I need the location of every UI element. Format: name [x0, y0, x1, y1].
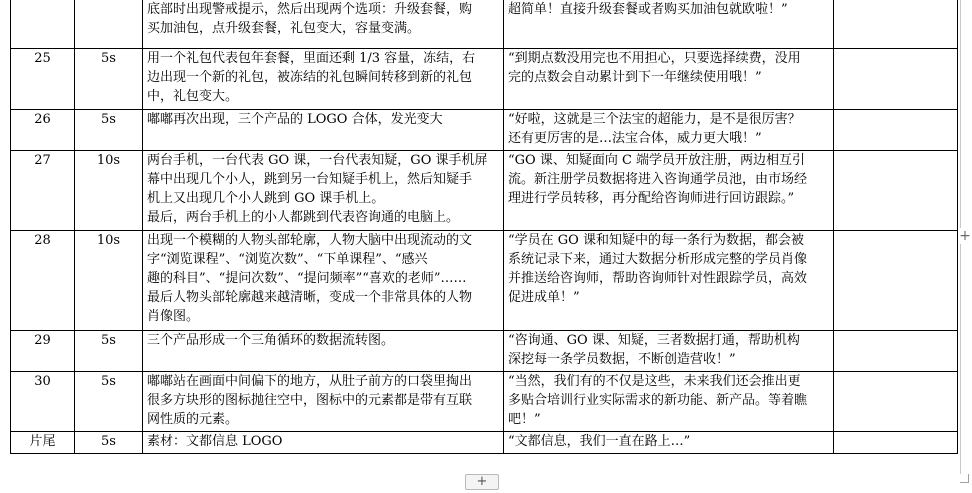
table-row: [11, 0, 958, 49]
visual-description-line: 幕中出现几个小人，跳到另一台知疑手机上，然后知疑手: [147, 172, 473, 187]
voiceover-cell[interactable]: [504, 372, 834, 432]
voiceover-line: 流。新注册学员数据将进入咨询通学员池，由市场经: [508, 172, 808, 187]
visual-description-line: 趣的科目”、“提问次数”、“提问频率”“喜欢的老师”……: [147, 271, 467, 286]
voiceover-line: “好啦，这就是三个法宝的超能力，是不是很厉害？: [508, 112, 801, 127]
shot-number-cell[interactable]: [11, 331, 75, 372]
shot-number: 片尾: [29, 434, 56, 449]
visual-description-cell[interactable]: [143, 49, 504, 110]
duration-cell[interactable]: [75, 231, 143, 331]
shot-number-cell[interactable]: [11, 432, 75, 454]
voiceover-cell[interactable]: [504, 49, 834, 110]
voiceover-line: “当然，我们有的不仅是这些，未来我们还会推出更: [508, 374, 801, 389]
voiceover-line: 完的点数会自动累计到下一年继续使用哦！”: [508, 70, 762, 85]
shot-number: 26: [34, 112, 51, 127]
visual-description-line: 边出现一个新的礼包，被冻结的礼包瞬间转移到新的礼包: [147, 70, 473, 85]
voiceover-line: 系统记录下来，通过大数据分析形成完整的学员肖像: [508, 252, 808, 267]
voiceover-line: 吧！”: [508, 412, 541, 427]
duration-cell[interactable]: [75, 151, 143, 231]
shot-number: 27: [34, 153, 51, 168]
table-resize-handle[interactable]: [960, 474, 969, 483]
shot-duration: 5s: [101, 112, 116, 127]
voiceover-cell[interactable]: [504, 331, 834, 372]
visual-description-line: 嘟嘟再次出现，三个产品的 LOGO 合体，发光变大: [147, 112, 443, 127]
visual-description-line: 机上又出现几个小人跳到 GO 课手机上。: [147, 191, 385, 206]
voiceover-line: “到期点数没用完也不用担心，只要选择续费，没用: [508, 51, 801, 66]
visual-description-line: 网性质的元素。: [147, 412, 239, 427]
notes-cell[interactable]: [834, 231, 958, 331]
table-row: [11, 432, 958, 454]
shot-number-cell[interactable]: [11, 0, 75, 49]
voiceover-line: “学员在 GO 课和知疑中的每一条行为数据，都会被: [508, 233, 804, 248]
visual-description-cell[interactable]: [143, 110, 504, 151]
duration-cell[interactable]: [75, 331, 143, 372]
shot-number-cell[interactable]: [11, 372, 75, 432]
notes-cell[interactable]: [834, 372, 958, 432]
shot-number-cell[interactable]: [11, 49, 75, 110]
visual-description-line: 出现一个模糊的人物头部轮廓，人物大脑中出现流动的文: [147, 233, 473, 248]
notes-cell[interactable]: [834, 110, 958, 151]
visual-description-cell[interactable]: [143, 231, 504, 331]
table-row: [11, 331, 958, 372]
voiceover-cell[interactable]: [504, 110, 834, 151]
shot-number-cell[interactable]: [11, 151, 75, 231]
visual-description-line: 嘟嘟站在画面中间偏下的地方，从肚子前方的口袋里掏出: [147, 374, 473, 389]
shot-number: 30: [34, 374, 51, 389]
visual-description-cell[interactable]: [143, 331, 504, 372]
table-row: [11, 49, 958, 110]
voiceover-line: 多贴合培训行业实际需求的新功能、新产品。等着瞧: [508, 393, 808, 408]
voiceover-cell[interactable]: [504, 231, 834, 331]
storyboard-table-body: [11, 0, 958, 454]
visual-description-cell[interactable]: [143, 0, 504, 49]
shot-duration: 5s: [101, 51, 116, 66]
voiceover-cell[interactable]: [504, 151, 834, 231]
visual-description-line: 最后人物头部轮廓越来越清晰，变成一个非常具体的人物: [147, 290, 473, 305]
visual-description-line: 用一个礼包代表包年套餐，里面还剩 1/3 容量，冻结，右: [147, 51, 476, 66]
voiceover-line: 并推送给咨询师，帮助咨询师针对性跟踪学员，高效: [508, 271, 808, 286]
table-row: [11, 372, 958, 432]
visual-description-line: 两台手机，一台代表 GO 课，一台代表知疑，GO 课手机屏: [147, 153, 488, 168]
shot-duration: 10s: [96, 233, 121, 248]
shot-duration: 10s: [96, 153, 121, 168]
shot-duration: 5s: [101, 374, 116, 389]
shot-duration: 5s: [101, 333, 116, 348]
add-row-button[interactable]: +: [465, 474, 499, 490]
visual-description-line: 买加油包，点升级套餐，礼包变大，容量变满。: [147, 21, 421, 36]
voiceover-cell[interactable]: [504, 432, 834, 454]
table-row: [11, 151, 958, 231]
shot-number: 28: [34, 233, 51, 248]
visual-description-line: 字“浏览课程”、“浏览次数”、“下单课程”、“感兴: [147, 252, 428, 267]
table-row: [11, 231, 958, 331]
visual-description-cell[interactable]: [143, 372, 504, 432]
shot-duration: 5s: [101, 434, 116, 449]
visual-description-line: 很多方块形的图标抛往空中，图标中的元素都是带有互联: [147, 393, 473, 408]
duration-cell[interactable]: [75, 49, 143, 110]
notes-cell[interactable]: [834, 432, 958, 454]
voiceover-line: 还有更厉害的是…法宝合体，威力更大哦！”: [508, 131, 762, 146]
duration-cell[interactable]: [75, 110, 143, 151]
visual-description-line: 三个产品形成一个三角循环的数据流转图。: [147, 333, 395, 348]
voiceover-line: “GO 课、知疑面向 C 端学员开放注册，两边相互引: [508, 153, 806, 168]
duration-cell[interactable]: [75, 0, 143, 49]
voiceover-line: 深挖每一条学员数据，不断创造营收！”: [508, 352, 736, 367]
voiceover-line: 理进行学员转移，再分配给咨询师进行回访跟踪。”: [508, 191, 795, 206]
shot-number-cell[interactable]: [11, 231, 75, 331]
table-row: [11, 110, 958, 151]
visual-description-line: 肖像图。: [147, 309, 200, 324]
visual-description-cell[interactable]: [143, 151, 504, 231]
voiceover-line: “文都信息，我们一直在路上…”: [508, 434, 691, 449]
notes-cell[interactable]: [834, 151, 958, 231]
shot-number: 25: [34, 51, 51, 66]
notes-cell[interactable]: [834, 0, 958, 49]
visual-description-line: 底部时出现警戒提示，然后出现两个选项：升级套餐，购: [147, 2, 473, 17]
shot-number: 29: [34, 333, 51, 348]
voiceover-line: 超简单！直接升级套餐或者购买加油包就欧啦！”: [508, 2, 788, 17]
notes-cell[interactable]: [834, 331, 958, 372]
visual-description-cell[interactable]: [143, 432, 504, 454]
visual-description-line: 最后，两台手机上的小人都跳到代表咨询通的电脑上。: [147, 210, 460, 225]
shot-number-cell[interactable]: [11, 110, 75, 151]
visual-description-line: 中，礼包变大。: [147, 89, 239, 104]
duration-cell[interactable]: [75, 372, 143, 432]
voiceover-cell[interactable]: [504, 0, 834, 49]
expand-table-right-button[interactable]: +: [959, 228, 971, 244]
voiceover-line: 促进成单！”: [508, 290, 580, 305]
notes-cell[interactable]: [834, 49, 958, 110]
storyboard-table: [10, 0, 958, 454]
visual-description-line: 素材：文都信息 LOGO: [147, 434, 283, 449]
voiceover-line: “咨询通、GO 课、知疑，三者数据打通，帮助机构: [508, 333, 800, 348]
duration-cell[interactable]: [75, 432, 143, 454]
